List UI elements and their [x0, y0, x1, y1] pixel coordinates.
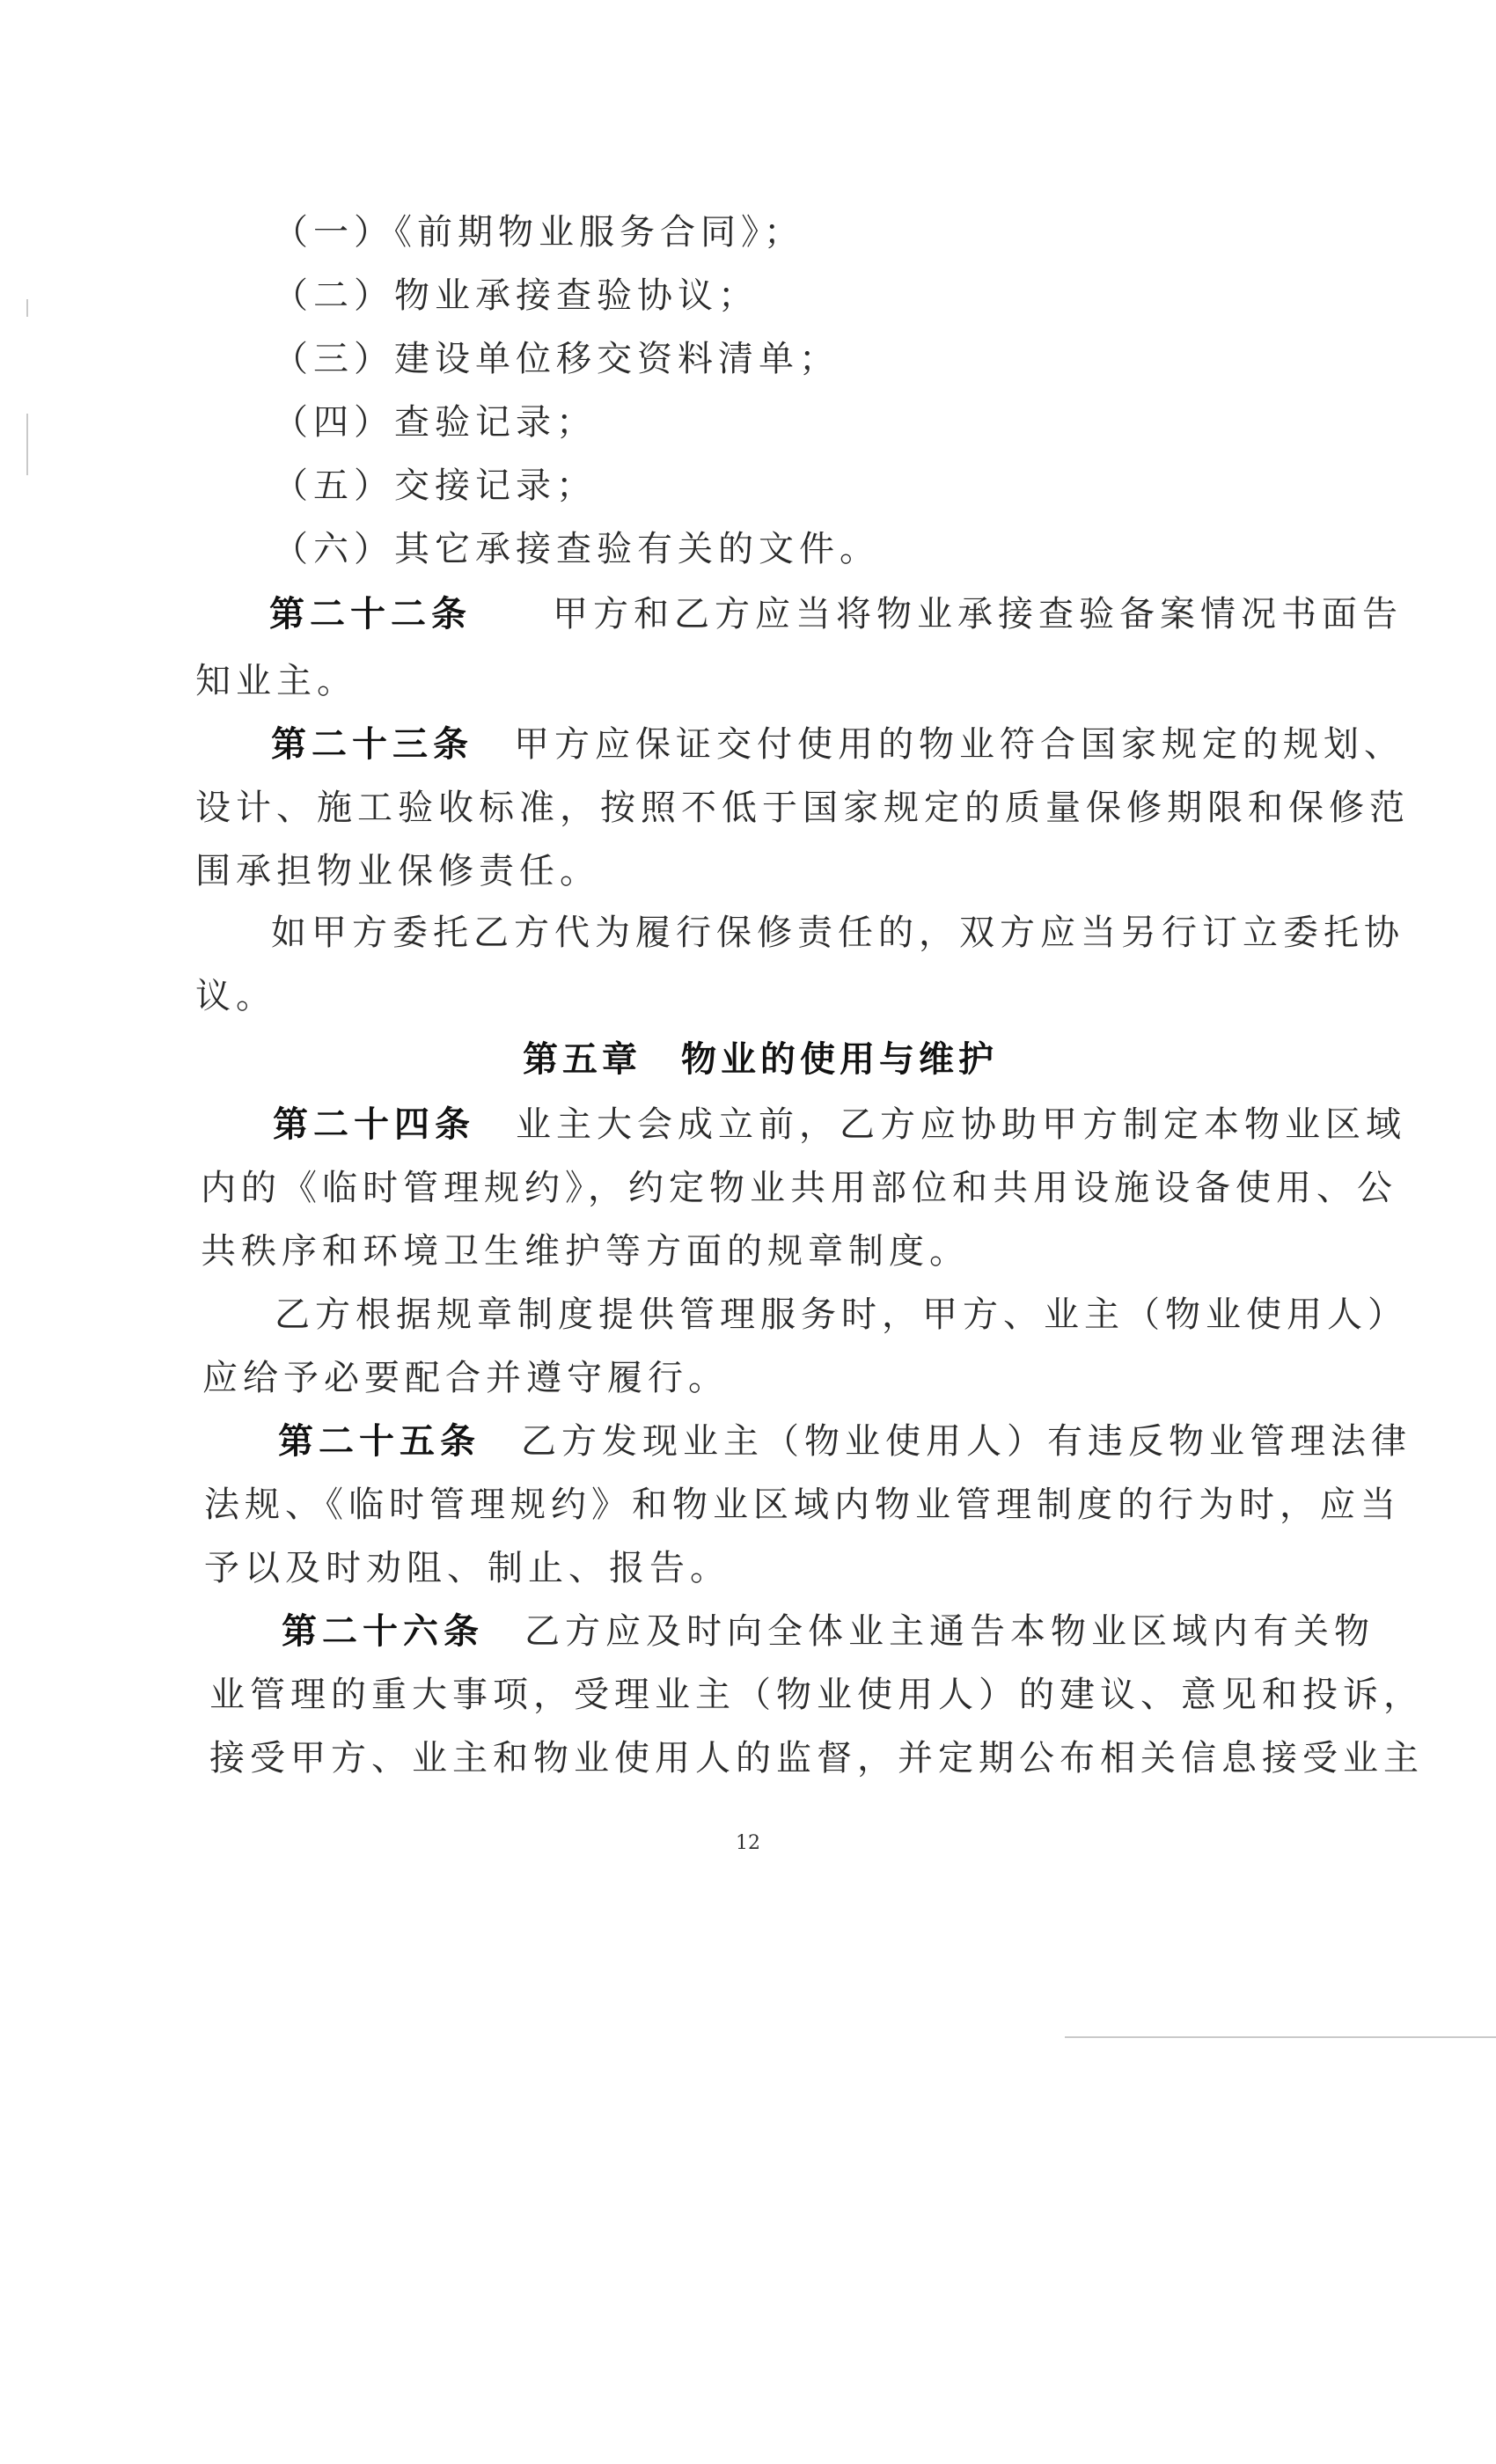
list-item: （二）物业承接查验协议；	[273, 275, 759, 316]
article-text: 业主大会成立前，乙方应协助甲方制定本物业区域	[516, 1104, 1406, 1145]
spacer	[473, 724, 514, 765]
list-item: （四）查验记录；	[273, 402, 597, 443]
article-label: 第二十三条	[271, 724, 473, 765]
article-26-line: 接受甲方、业主和物业使用人的监督，并定期公布相关信息接受业主	[209, 1738, 1424, 1778]
page-number: 12	[736, 1832, 760, 1854]
article-22-line: 知业主。	[195, 661, 357, 701]
article-23-line: 设计、施工验收标准，按照不低于国家规定的质量保修期限和保修范	[195, 788, 1410, 828]
spacer	[484, 1611, 524, 1652]
article-24-line: 共秩序和环境卫生维护等方面的规章制度。	[201, 1231, 970, 1272]
article-label: 第二十二条	[269, 594, 472, 634]
article-25-line	[278, 1417, 1412, 1466]
article-24-line: 应给予必要配合并遵守履行。	[202, 1358, 729, 1398]
list-item: （三）建设单位移交资料清单；	[273, 339, 840, 379]
article-text: 乙方应及时向全体业主通告本物业区域内有关物	[524, 1611, 1375, 1652]
article-24-line: 内的《临时管理规约》，约定物业共用部位和共用设施设备使用、公	[201, 1168, 1397, 1208]
article-25-line: 予以及时劝阻、制止、报告。	[204, 1548, 730, 1588]
list-item: （五）交接记录；	[273, 466, 597, 506]
article-text: 甲方应保证交付使用的物业符合国家规定的规划、	[514, 724, 1404, 765]
spacer	[480, 1421, 521, 1462]
article-23-line: 如甲方委托乙方代为履行保修责任的，双方应当另行订立委托协	[271, 913, 1404, 953]
scan-edge-mark	[26, 299, 28, 317]
article-text: 甲方和乙方应当将物业承接查验备案情况书面告	[553, 594, 1403, 634]
article-25-line: 法规、《临时管理规约》和物业区域内物业管理制度的行为时，应当	[204, 1485, 1401, 1525]
scan-edge-mark	[26, 414, 28, 475]
scan-edge-mark	[1065, 2036, 1496, 2038]
chapter-heading: 第五章 物业的使用与维护	[523, 1039, 998, 1080]
list-item: （六）其它承接查验有关的文件。	[273, 529, 880, 569]
spacer	[475, 1104, 516, 1145]
article-label: 第二十五条	[278, 1421, 480, 1462]
article-23-line: 议。	[195, 976, 276, 1016]
article-label: 第二十六条	[282, 1611, 484, 1652]
article-label: 第二十四条	[273, 1104, 475, 1145]
article-24-line	[273, 1100, 1406, 1149]
article-text: 乙方发现业主（物业使用人）有违反物业管理法律	[521, 1421, 1412, 1462]
list-item: （一）《前期物业服务合同》；	[273, 212, 804, 253]
article-22-line	[269, 590, 1403, 639]
article-26-line: 业管理的重大事项，受理业主（物业使用人）的建议、意见和投诉，	[209, 1675, 1424, 1715]
article-23-line	[271, 720, 1404, 769]
spacer	[472, 594, 553, 634]
article-23-line: 围承担物业保修责任。	[195, 851, 600, 891]
article-24-line: 乙方根据规章制度提供管理服务时，甲方、业主（物业使用人）	[275, 1294, 1408, 1335]
article-26-line	[282, 1607, 1375, 1656]
